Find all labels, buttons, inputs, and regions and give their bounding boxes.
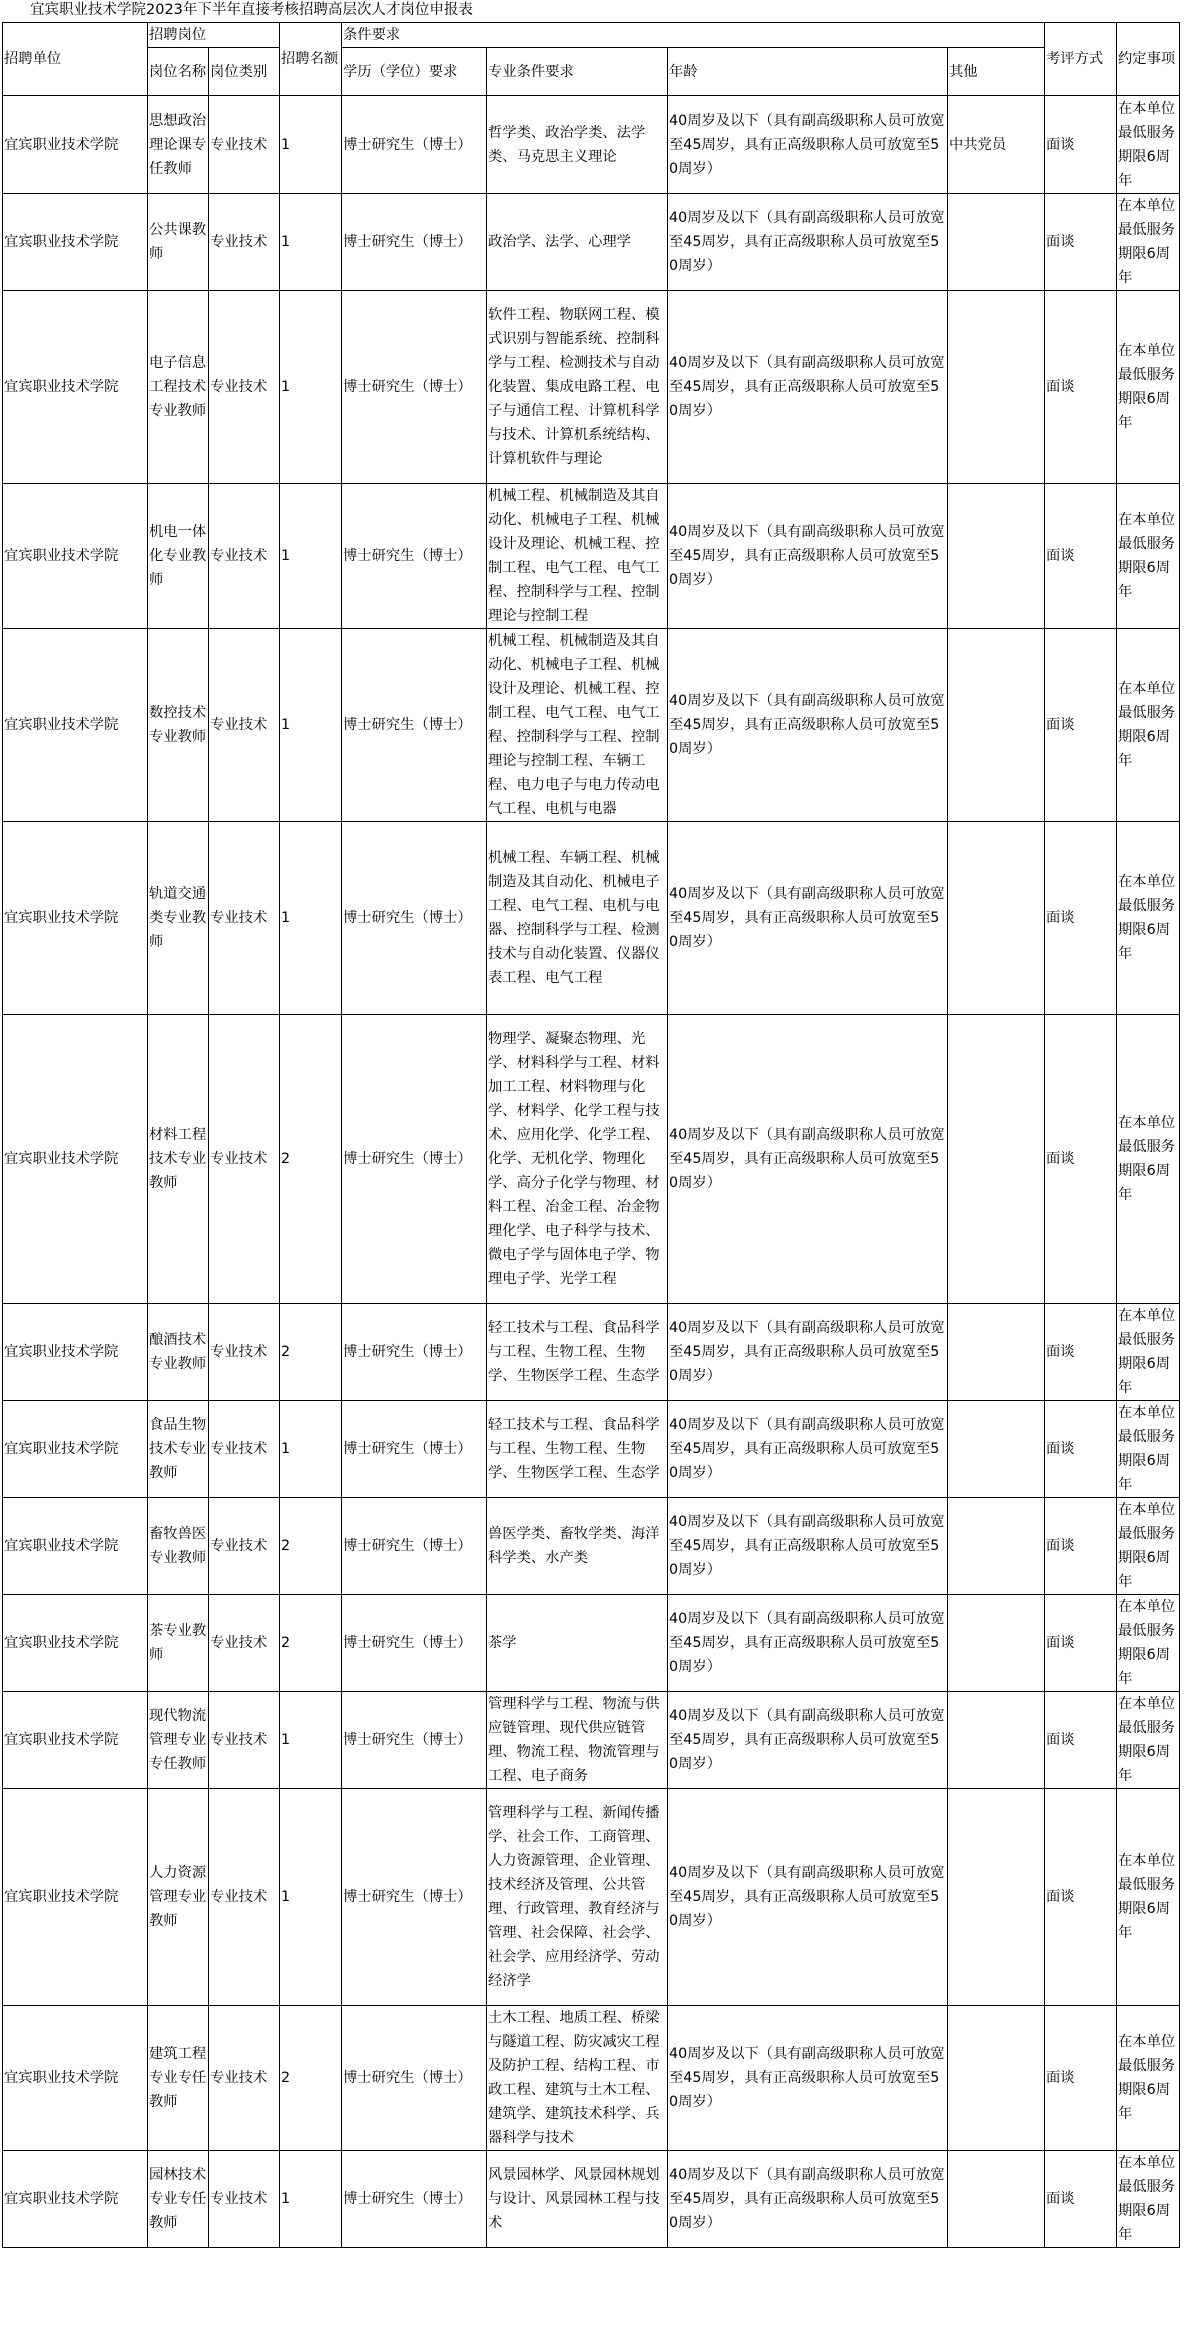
cell-other <box>948 1595 1045 1692</box>
cell-agreement: 在本单位最低服务期限6周年 <box>1117 96 1180 194</box>
cell-quota: 2 <box>280 1595 342 1692</box>
cell-agreement: 在本单位最低服务期限6周年 <box>1117 484 1180 629</box>
cell-age: 40周岁及以下（具有副高级职称人员可放宽至45周岁，具有正高级职称人员可放宽至50周岁） <box>668 1401 948 1498</box>
cell-age: 40周岁及以下（具有副高级职称人员可放宽至45周岁，具有正高级职称人员可放宽至50周岁） <box>668 1498 948 1595</box>
cell-quota: 1 <box>280 484 342 629</box>
header-agreement: 约定事项 <box>1117 23 1180 96</box>
table-header <box>3 23 1180 96</box>
cell-agreement: 在本单位最低服务期限6周年 <box>1117 1595 1180 1692</box>
cell-education: 博士研究生（博士） <box>342 1304 487 1401</box>
cell-quota: 1 <box>280 291 342 484</box>
cell-education: 博士研究生（博士） <box>342 291 487 484</box>
cell-post-type: 专业技术 <box>209 96 280 194</box>
table-row <box>3 2151 1180 2248</box>
cell-education: 博士研究生（博士） <box>342 1401 487 1498</box>
cell-quota: 2 <box>280 2006 342 2151</box>
cell-other <box>948 291 1045 484</box>
cell-unit: 宜宾职业技术学院 <box>3 1692 148 1789</box>
table-row <box>3 1304 1180 1401</box>
header-unit: 招聘单位 <box>3 23 148 96</box>
table-row <box>3 1692 1180 1789</box>
header-other: 其他 <box>948 48 1045 96</box>
cell-quota: 2 <box>280 1015 342 1304</box>
cell-agreement: 在本单位最低服务期限6周年 <box>1117 1015 1180 1304</box>
cell-method: 面谈 <box>1045 194 1117 291</box>
table-row <box>3 2006 1180 2151</box>
cell-method: 面谈 <box>1045 1498 1117 1595</box>
cell-other <box>948 194 1045 291</box>
cell-quota: 2 <box>280 1304 342 1401</box>
table-row <box>3 291 1180 484</box>
cell-method: 面谈 <box>1045 2006 1117 2151</box>
header-condition-group: 条件要求 <box>342 23 1045 48</box>
cell-education: 博士研究生（博士） <box>342 2151 487 2248</box>
cell-major: 物理学、凝聚态物理、光学、材料科学与工程、材料加工工程、材料物理与化学、材料学、化学工程与技术、应用化学、化学工程、化学、无机化学、物理化学、高分子化学与物理、材料工程、冶金工程、冶金物理化学、电子科学与技术、微电子学与固体电子学、物理电子学、光学工程 <box>487 1015 668 1304</box>
cell-agreement: 在本单位最低服务期限6周年 <box>1117 2151 1180 2248</box>
cell-education: 博士研究生（博士） <box>342 1015 487 1304</box>
cell-other <box>948 1304 1045 1401</box>
header-quota: 招聘名额 <box>280 23 342 96</box>
cell-post-name: 公共课教师 <box>148 194 209 291</box>
cell-major: 风景园林学、风景园林规划与设计、风景园林工程与技术 <box>487 2151 668 2248</box>
cell-other <box>948 822 1045 1015</box>
cell-method: 面谈 <box>1045 1401 1117 1498</box>
cell-age: 40周岁及以下（具有副高级职称人员可放宽至45周岁，具有正高级职称人员可放宽至50周岁） <box>668 1304 948 1401</box>
cell-post-name: 现代物流管理专业专任教师 <box>148 1692 209 1789</box>
cell-age: 40周岁及以下（具有副高级职称人员可放宽至45周岁，具有正高级职称人员可放宽至50周岁） <box>668 1015 948 1304</box>
cell-post-type: 专业技术 <box>209 1401 280 1498</box>
cell-education: 博士研究生（博士） <box>342 1498 487 1595</box>
cell-agreement: 在本单位最低服务期限6周年 <box>1117 1304 1180 1401</box>
header-age: 年龄 <box>668 48 948 96</box>
table-row <box>3 1789 1180 2006</box>
cell-quota: 1 <box>280 1401 342 1498</box>
cell-quota: 1 <box>280 629 342 822</box>
table-row <box>3 1401 1180 1498</box>
cell-major: 土木工程、地质工程、桥梁与隧道工程、防灾减灾工程及防护工程、结构工程、市政工程、建筑与土木工程、建筑学、建筑技术科学、兵器科学与技术 <box>487 2006 668 2151</box>
table-row <box>3 194 1180 291</box>
cell-unit: 宜宾职业技术学院 <box>3 484 148 629</box>
cell-unit: 宜宾职业技术学院 <box>3 1015 148 1304</box>
cell-age: 40周岁及以下（具有副高级职称人员可放宽至45周岁，具有正高级职称人员可放宽至50周岁） <box>668 822 948 1015</box>
header-major: 专业条件要求 <box>487 48 668 96</box>
cell-quota: 1 <box>280 822 342 1015</box>
header-education: 学历（学位）要求 <box>342 48 487 96</box>
cell-age: 40周岁及以下（具有副高级职称人员可放宽至45周岁，具有正高级职称人员可放宽至50周岁） <box>668 629 948 822</box>
cell-post-type: 专业技术 <box>209 1304 280 1401</box>
cell-quota: 1 <box>280 2151 342 2248</box>
cell-method: 面谈 <box>1045 1304 1117 1401</box>
cell-quota: 1 <box>280 1692 342 1789</box>
table-row <box>3 96 1180 194</box>
cell-post-type: 专业技术 <box>209 2151 280 2248</box>
cell-quota: 1 <box>280 96 342 194</box>
cell-method: 面谈 <box>1045 1692 1117 1789</box>
cell-other <box>948 1015 1045 1304</box>
cell-age: 40周岁及以下（具有副高级职称人员可放宽至45周岁，具有正高级职称人员可放宽至50周岁） <box>668 1789 948 2006</box>
cell-education: 博士研究生（博士） <box>342 484 487 629</box>
cell-method: 面谈 <box>1045 629 1117 822</box>
cell-post-type: 专业技术 <box>209 822 280 1015</box>
cell-major: 机械工程、机械制造及其自动化、机械电子工程、机械设计及理论、机械工程、控制工程、电气工程、电气工程、控制科学与工程、控制理论与控制工程、车辆工程、电力电子与电力传动电气工程、电机与电器 <box>487 629 668 822</box>
header-post-group: 招聘岗位 <box>148 23 280 48</box>
table-row <box>3 822 1180 1015</box>
cell-education: 博士研究生（博士） <box>342 1595 487 1692</box>
cell-major: 轻工技术与工程、食品科学与工程、生物工程、生物学、生物医学工程、生态学 <box>487 1304 668 1401</box>
cell-agreement: 在本单位最低服务期限6周年 <box>1117 1498 1180 1595</box>
cell-method: 面谈 <box>1045 291 1117 484</box>
cell-post-name: 畜牧兽医专业教师 <box>148 1498 209 1595</box>
cell-quota: 1 <box>280 1789 342 2006</box>
cell-major: 机械工程、车辆工程、机械制造及其自动化、机械电子工程、电气工程、电机与电器、控制科学与工程、检测技术与自动化装置、仪器仪表工程、电气工程 <box>487 822 668 1015</box>
cell-other <box>948 2006 1045 2151</box>
cell-post-type: 专业技术 <box>209 2006 280 2151</box>
cell-age: 40周岁及以下（具有副高级职称人员可放宽至45周岁，具有正高级职称人员可放宽至50周岁） <box>668 96 948 194</box>
cell-post-name: 轨道交通类专业教师 <box>148 822 209 1015</box>
cell-quota: 1 <box>280 194 342 291</box>
cell-post-name: 园林技术专业专任教师 <box>148 2151 209 2248</box>
cell-education: 博士研究生（博士） <box>342 194 487 291</box>
cell-post-name: 数控技术专业教师 <box>148 629 209 822</box>
cell-age: 40周岁及以下（具有副高级职称人员可放宽至45周岁，具有正高级职称人员可放宽至50周岁） <box>668 1595 948 1692</box>
table-row <box>3 629 1180 822</box>
cell-education: 博士研究生（博士） <box>342 1789 487 2006</box>
cell-method: 面谈 <box>1045 484 1117 629</box>
cell-unit: 宜宾职业技术学院 <box>3 1595 148 1692</box>
cell-major: 轻工技术与工程、食品科学与工程、生物工程、生物学、生物医学工程、生态学 <box>487 1401 668 1498</box>
cell-unit: 宜宾职业技术学院 <box>3 1304 148 1401</box>
cell-agreement: 在本单位最低服务期限6周年 <box>1117 1692 1180 1789</box>
cell-education: 博士研究生（博士） <box>342 629 487 822</box>
cell-method: 面谈 <box>1045 2151 1117 2248</box>
cell-quota: 2 <box>280 1498 342 1595</box>
table-row <box>3 484 1180 629</box>
cell-agreement: 在本单位最低服务期限6周年 <box>1117 194 1180 291</box>
cell-agreement: 在本单位最低服务期限6周年 <box>1117 822 1180 1015</box>
cell-post-type: 专业技术 <box>209 484 280 629</box>
cell-method: 面谈 <box>1045 1015 1117 1304</box>
cell-other <box>948 484 1045 629</box>
cell-agreement: 在本单位最低服务期限6周年 <box>1117 1401 1180 1498</box>
cell-agreement: 在本单位最低服务期限6周年 <box>1117 629 1180 822</box>
cell-education: 博士研究生（博士） <box>342 1692 487 1789</box>
cell-unit: 宜宾职业技术学院 <box>3 822 148 1015</box>
cell-post-name: 茶专业教师 <box>148 1595 209 1692</box>
cell-post-type: 专业技术 <box>209 194 280 291</box>
document-title: 宜宾职业技术学院2023年下半年直接考核招聘高层次人才岗位申报表 <box>30 2 473 18</box>
cell-unit: 宜宾职业技术学院 <box>3 2151 148 2248</box>
cell-post-name: 食品生物技术专业教师 <box>148 1401 209 1498</box>
cell-major: 管理科学与工程、物流与供应链管理、现代供应链管理、物流工程、物流管理与工程、电子商务 <box>487 1692 668 1789</box>
cell-post-name: 机电一体化专业教师 <box>148 484 209 629</box>
cell-agreement: 在本单位最低服务期限6周年 <box>1117 1789 1180 2006</box>
cell-unit: 宜宾职业技术学院 <box>3 629 148 822</box>
recruitment-table <box>2 22 1180 2248</box>
cell-unit: 宜宾职业技术学院 <box>3 291 148 484</box>
cell-major: 机械工程、机械制造及其自动化、机械电子工程、机械设计及理论、机械工程、控制工程、电气工程、电气工程、控制科学与工程、控制理论与控制工程 <box>487 484 668 629</box>
cell-education: 博士研究生（博士） <box>342 96 487 194</box>
cell-post-name: 建筑工程专业专任教师 <box>148 2006 209 2151</box>
cell-post-name: 酿酒技术专业教师 <box>148 1304 209 1401</box>
cell-unit: 宜宾职业技术学院 <box>3 2006 148 2151</box>
cell-major: 管理科学与工程、新闻传播学、社会工作、工商管理、人力资源管理、企业管理、技术经济及管理、公共管理、行政管理、教育经济与管理、社会保障、社会学、社会学、应用经济学、劳动经济学 <box>487 1789 668 2006</box>
cell-method: 面谈 <box>1045 96 1117 194</box>
cell-other: 中共党员 <box>948 96 1045 194</box>
cell-other <box>948 1789 1045 2006</box>
cell-unit: 宜宾职业技术学院 <box>3 1789 148 2006</box>
header-post-name: 岗位名称 <box>148 48 209 96</box>
cell-post-type: 专业技术 <box>209 291 280 484</box>
cell-age: 40周岁及以下（具有副高级职称人员可放宽至45周岁，具有正高级职称人员可放宽至50周岁） <box>668 194 948 291</box>
cell-other <box>948 2151 1045 2248</box>
cell-age: 40周岁及以下（具有副高级职称人员可放宽至45周岁，具有正高级职称人员可放宽至50周岁） <box>668 1692 948 1789</box>
cell-age: 40周岁及以下（具有副高级职称人员可放宽至45周岁，具有正高级职称人员可放宽至50周岁） <box>668 484 948 629</box>
table-body <box>3 96 1180 2248</box>
cell-other <box>948 1498 1045 1595</box>
cell-unit: 宜宾职业技术学院 <box>3 194 148 291</box>
table-row <box>3 1015 1180 1304</box>
table-row <box>3 1595 1180 1692</box>
cell-unit: 宜宾职业技术学院 <box>3 1498 148 1595</box>
cell-major: 茶学 <box>487 1595 668 1692</box>
cell-other <box>948 629 1045 822</box>
cell-post-type: 专业技术 <box>209 1789 280 2006</box>
table-row <box>3 1498 1180 1595</box>
cell-age: 40周岁及以下（具有副高级职称人员可放宽至45周岁，具有正高级职称人员可放宽至50周岁） <box>668 291 948 484</box>
cell-unit: 宜宾职业技术学院 <box>3 1401 148 1498</box>
cell-education: 博士研究生（博士） <box>342 2006 487 2151</box>
cell-age: 40周岁及以下（具有副高级职称人员可放宽至45周岁，具有正高级职称人员可放宽至50周岁） <box>668 2151 948 2248</box>
header-post-type: 岗位类别 <box>209 48 280 96</box>
cell-major: 软件工程、物联网工程、模式识别与智能系统、控制科学与工程、检测技术与自动化装置、集成电路工程、电子与通信工程、计算机科学与技术、计算机系统结构、计算机软件与理论 <box>487 291 668 484</box>
cell-post-name: 思想政治理论课专任教师 <box>148 96 209 194</box>
cell-method: 面谈 <box>1045 822 1117 1015</box>
cell-method: 面谈 <box>1045 1595 1117 1692</box>
cell-age: 40周岁及以下（具有副高级职称人员可放宽至45周岁，具有正高级职称人员可放宽至50周岁） <box>668 2006 948 2151</box>
cell-unit: 宜宾职业技术学院 <box>3 96 148 194</box>
header-method: 考评方式 <box>1045 23 1117 96</box>
cell-major: 兽医学类、畜牧学类、海洋科学类、水产类 <box>487 1498 668 1595</box>
cell-post-type: 专业技术 <box>209 629 280 822</box>
cell-post-name: 电子信息工程技术专业教师 <box>148 291 209 484</box>
cell-other <box>948 1692 1045 1789</box>
cell-post-type: 专业技术 <box>209 1692 280 1789</box>
cell-post-type: 专业技术 <box>209 1015 280 1304</box>
cell-post-name: 材料工程技术专业教师 <box>148 1015 209 1304</box>
cell-post-name: 人力资源管理专业教师 <box>148 1789 209 2006</box>
cell-major: 政治学、法学、心理学 <box>487 194 668 291</box>
cell-major: 哲学类、政治学类、法学类、马克思主义理论 <box>487 96 668 194</box>
cell-agreement: 在本单位最低服务期限6周年 <box>1117 2006 1180 2151</box>
cell-other <box>948 1401 1045 1498</box>
cell-education: 博士研究生（博士） <box>342 822 487 1015</box>
cell-post-type: 专业技术 <box>209 1498 280 1595</box>
cell-method: 面谈 <box>1045 1789 1117 2006</box>
cell-post-type: 专业技术 <box>209 1595 280 1692</box>
cell-agreement: 在本单位最低服务期限6周年 <box>1117 291 1180 484</box>
